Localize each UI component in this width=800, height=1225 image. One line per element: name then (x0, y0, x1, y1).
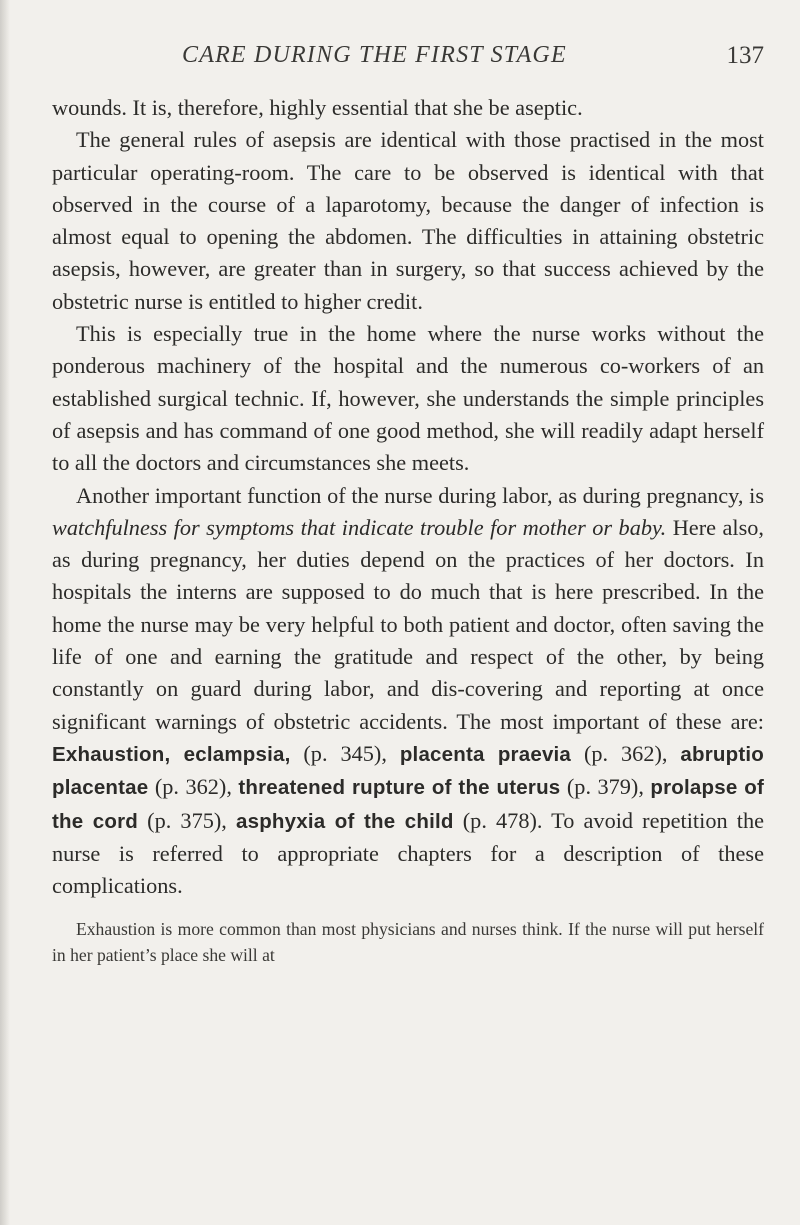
paragraph-1: wounds. It is, therefore, highly essential that she be aseptic. (52, 95, 583, 120)
page-ref-362-b: (p. 362), (148, 774, 239, 800)
running-header (52, 42, 764, 82)
small-print-section (52, 916, 764, 968)
page-ref-362-a: (p. 362), (571, 740, 681, 766)
term-prolapse-of-cord: prolapse of the cord (52, 776, 764, 833)
page-ref-379: (p. 379), (560, 774, 651, 800)
paragraph-5: Exhaustion is more common than most physicians and nurses think. If the nurse will put herself in her patient’s place she will at (52, 919, 764, 966)
paragraph-4-text-1: Another important function of the nurse during labor, as during pregnancy, is (76, 482, 764, 508)
paragraph-2: The general rules of asepsis are identical with those practised in the most particular operating-room. The care to be observed is identical with that observed in the course of a laparotomy, because the danger of infection is almost equal to opening the abdomen. The difficulties in attaining obstetric asepsis, however, are greater than in surgery, so that success achieved by the obstetric nurse is entitled to higher credit. (52, 127, 764, 314)
term-exhaustion-eclampsia: Exhaustion, eclampsia, (52, 742, 291, 766)
paragraph-4-text-end: (p. 478). To avoid repetition the nurse is referred to appropriate chapters for a description of these complications. (52, 807, 764, 899)
page-number: 137 (726, 42, 764, 69)
term-placenta-praevia: placenta praevia (399, 742, 572, 766)
term-abruptio-placentae: abruptio placentae (52, 742, 764, 800)
paragraph-4 (52, 480, 764, 903)
paragraph-3: This is especially true in the home where the nurse works without the ponderous machinery of the hospital and the numerous co-workers of an established surgical technic. If, however, she understands the simple principles of asepsis and has command of one good method, she will readily adapt herself to all the doctors and circumstances she meets. (52, 321, 764, 476)
body-text (52, 92, 764, 902)
running-title: CARE DURING THE FIRST STAGE (182, 42, 567, 68)
page-spine-shadow (0, 0, 10, 1225)
book-page (52, 42, 764, 968)
term-asphyxia-of-child: asphyxia of the child (236, 809, 454, 833)
page-ref-345: (p. 345), (290, 740, 400, 766)
paragraph-4-text-2: Here also, as during pregnancy, her duties depend on the practices of her doctors. In hospitals the interns are supposed to do much that is here prescribed. In the home the nurse may be very helpful to both patient and doctor, often saving the life of one and earning the gratitude and respect of the other, by being constantly on guard during labor, and dis-covering and reporting at once significant warnings of obstetric accidents. The most important of these are: (52, 514, 764, 734)
page-ref-375: (p. 375), (138, 807, 236, 833)
emphasis-watchfulness: watchfulness for symptoms that indicate trouble for mother or baby. (52, 514, 667, 540)
term-threatened-rupture: threatened rupture of the uterus (238, 776, 561, 800)
